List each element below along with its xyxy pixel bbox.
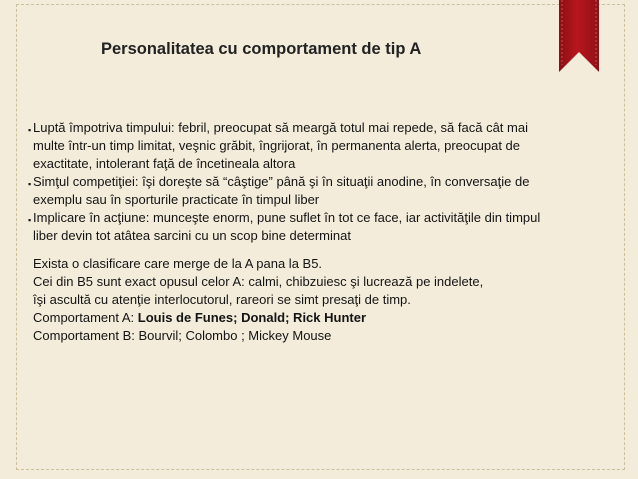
bullet-icon: ▪ [28,179,32,189]
bullet-item-competition [28,173,623,209]
bullet-list [28,119,623,245]
classification-b5-description-cont: îşi ascultă cu atenţie interlocutorul, rareori se simt presaţi de timp. [33,292,411,307]
bullet-line: Simţul competiţiei: îşi doreşte să “câştige” până şi în situaţii anodine, în conversaţie de [33,174,530,189]
type-b-examples: Comportament B: Bourvil; Colombo ; Mickey Mouse [33,328,332,343]
bullet-line: Implicare în acţiune: munceşte enorm, pune suflet în tot ce face, iar activităţile din timpul [33,210,541,225]
bullet-line: liber devin tot atâtea sarcini cu un scop bine determinat [33,228,351,243]
type-a-names: Louis de Funes; Donald; Rick Hunter [137,310,367,325]
classification-block [33,255,623,345]
bullet-icon: ▪ [28,125,32,135]
type-a-examples [33,309,623,327]
bullet-item-fight-time [28,119,623,173]
classification-intro: Exista o clasificare care merge de la A pana la B5. [33,256,323,271]
bullet-line: exemplu sau în sporturile practicate în timpul liber [33,192,320,207]
bookmark-ribbon-icon [559,0,599,72]
bullet-line: multe într-un timp limitat, veşnic grăbit, îngrijorat, în permanenta alerta, preocupat de [33,138,521,153]
bullet-icon: ▪ [28,215,32,225]
page-title: Personalitatea cu comportament de tip A [101,40,422,58]
classification-b5-description: Cei din B5 sunt exact opusul celor A: calmi, chibzuiesc şi lucrează pe indelete, [33,274,484,289]
bullet-item-involvement [28,209,623,245]
type-a-label: Comportament A: [33,310,138,325]
bullet-line: exactitate, intolerant faţă de încetineala altora [33,156,296,171]
bullet-line: Luptă împotriva timpului: febril, preocupat să meargă totul mai repede, să facă cât mai [33,120,528,135]
